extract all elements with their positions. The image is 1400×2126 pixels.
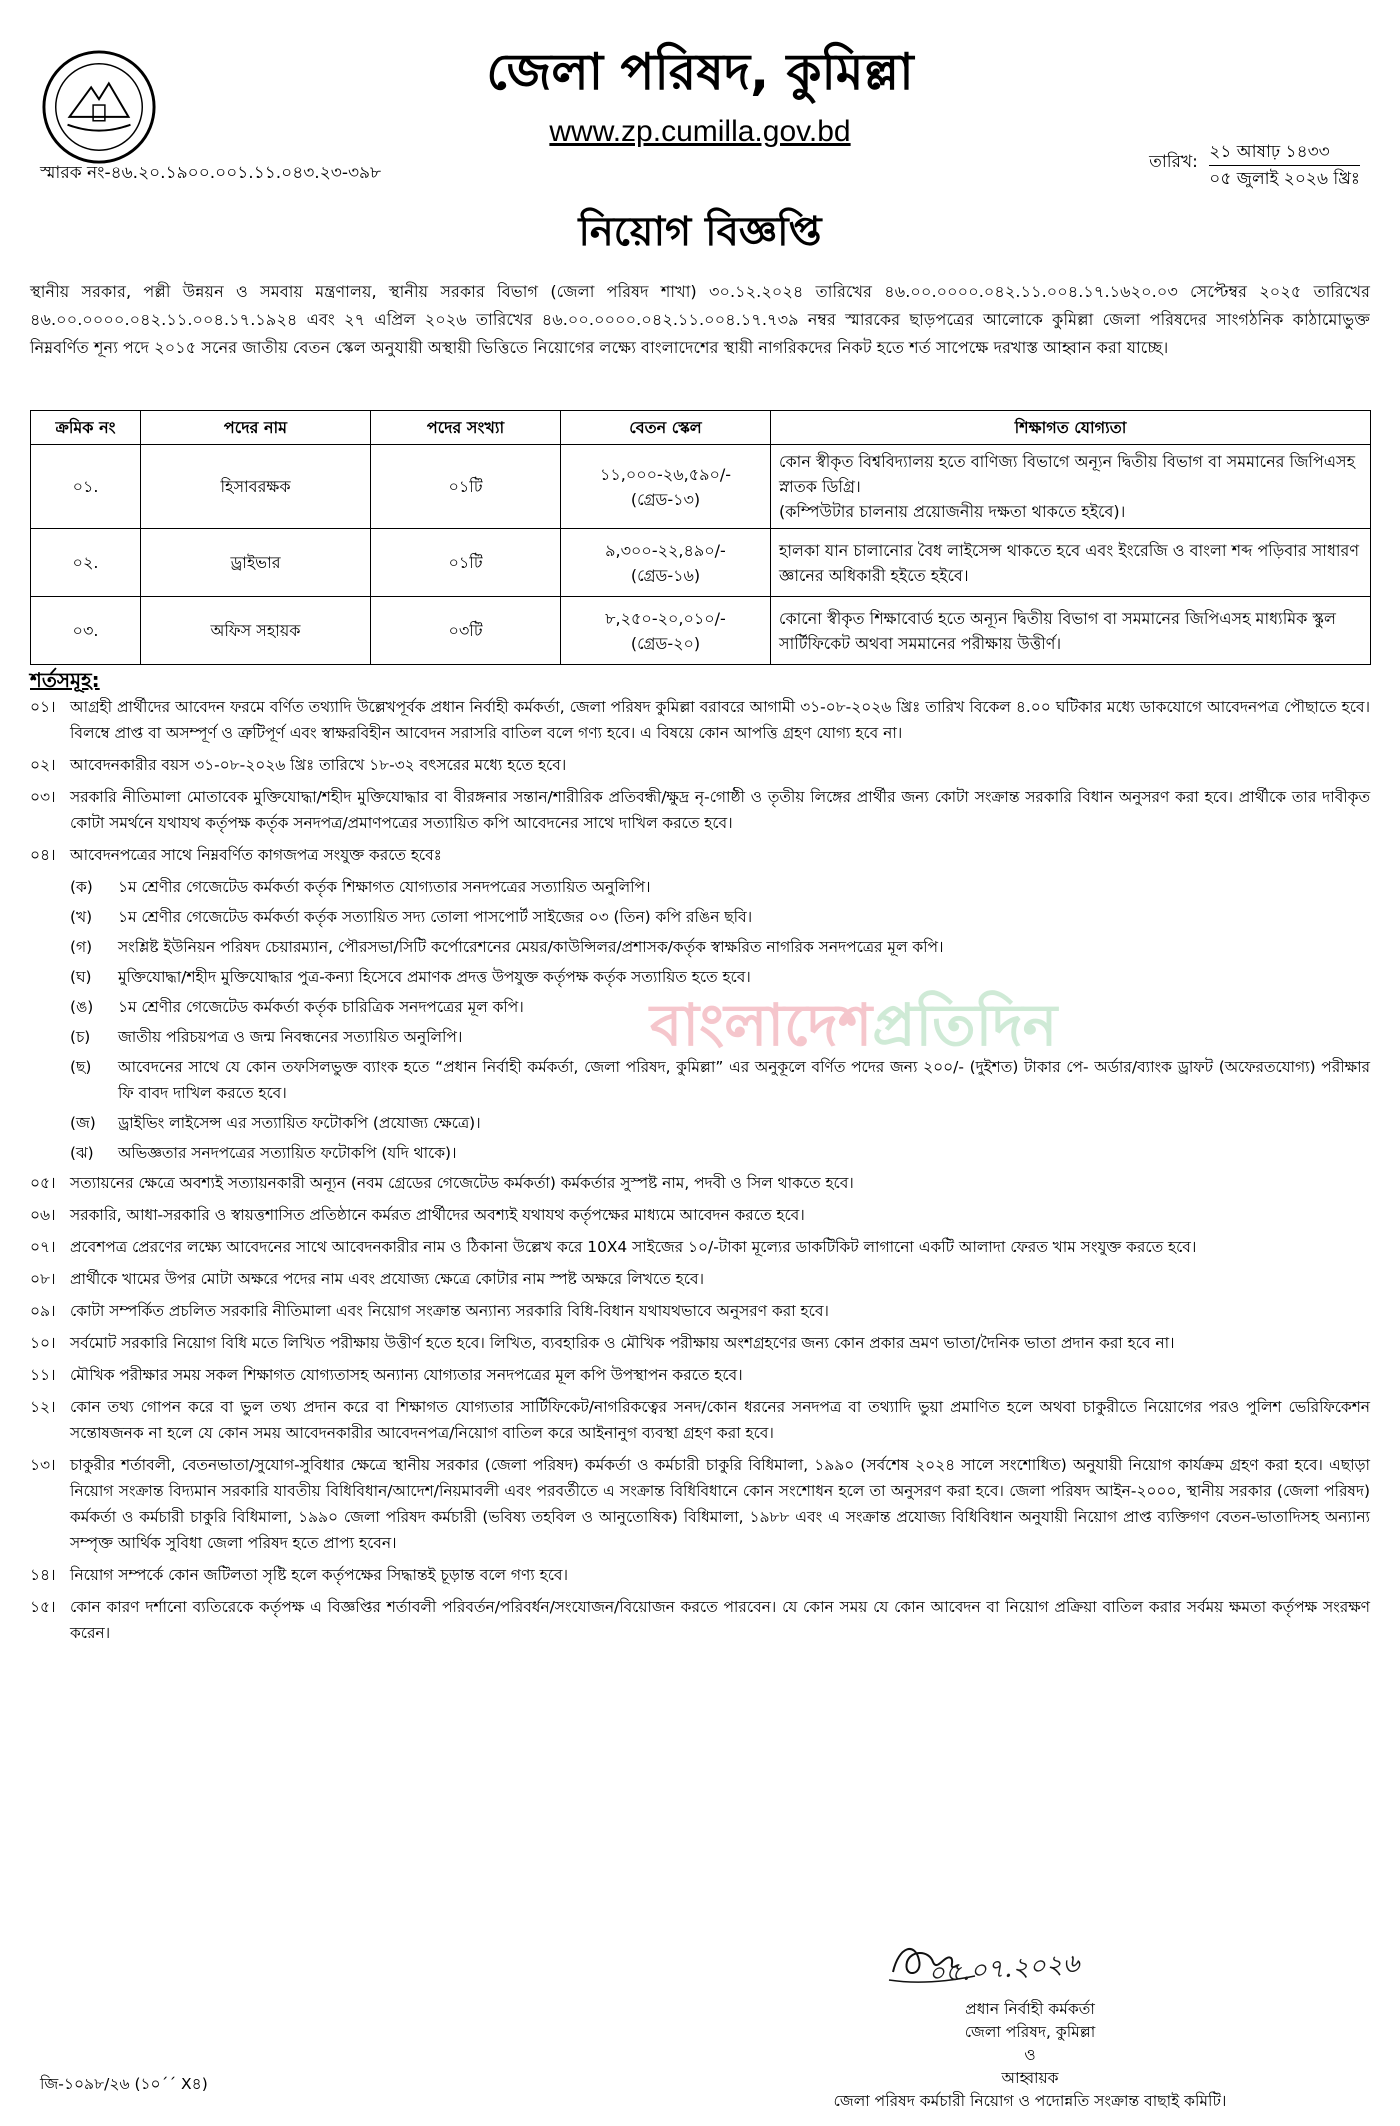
date-english: ০৫ জুলাই ২০২৬ খ্রিঃ	[1209, 169, 1360, 189]
header-post-name: পদের নাম	[141, 411, 371, 445]
condition-item	[30, 1234, 1370, 1260]
cell-serial: ০২.	[31, 529, 141, 597]
intro-paragraph: স্থানীয় সরকার, পল্লী উন্নয়ন ও সমবায় মন্ত্রণালয়, স্থানীয় সরকার বিভাগ (জেলা পরিষদ শাখা) ৩০.১২.২০২৪ তারিখের ৪৬.০০.০০০০.০৪২.১১.০০৪.১৭.১৬২০.০৩ সেপ্টেম্বর ২০২৫ তারিখের ৪৬.০০.০০০০.০৪২.১১.০০৪.১৭.১৯২৪ এবং ২৭ এপ্রিল ২০২৬ তারিখের ৪৬.০০.০০০০.০৪২.১১.০০৪.১৭.৭৩৯ নম্বর স্মারকের ছাড়পত্রের আলোকে কুমিল্লা জেলা পরিষদের সাংগঠনিক কাঠামোভুক্ত নিম্নবর্ণিত শূন্য পদে ২০১৫ সনের জাতীয় বেতন স্কেল অনুযায়ী অস্থায়ী ভিত্তিতে নিয়োগের লক্ষ্যে বাংলাদেশের স্থায়ী নাগরিকদের নিকট হতে শর্ত সাপেক্ষে দরখাস্ত আহ্বান করা যাচ্ছে।	[30, 282, 1370, 357]
header-post-count: পদের সংখ্যা	[371, 411, 561, 445]
condition-item	[30, 1330, 1370, 1356]
table-row	[31, 597, 1371, 665]
condition-number: ১২।	[30, 1398, 56, 1416]
watermark-part2: প্রতিদিন	[872, 991, 1058, 1059]
sub-marker: (ঙ)	[70, 998, 94, 1016]
condition-item	[30, 1362, 1370, 1388]
condition-number: ১১।	[30, 1366, 56, 1384]
document-requirement	[70, 874, 1370, 900]
cell-post-name: হিসাবরক্ষক	[141, 445, 371, 529]
sub-marker: (গ)	[70, 938, 93, 956]
condition-item	[30, 1202, 1370, 1228]
newspaper-watermark	[650, 990, 1057, 1060]
pay-grade: (গ্রেড-২০)	[630, 633, 701, 653]
date-bangla: ২১ আষাঢ় ১৪৩৩	[1209, 140, 1360, 166]
signatory-convener: আহ্বায়ক	[1001, 2069, 1059, 2087]
signatory-committee: জেলা পরিষদ কর্মচারী নিয়োগ ও পদোন্নতি সংক্রান্ত বাছাই কমিটি।	[833, 2092, 1227, 2110]
cell-post-name: অফিস সহায়ক	[141, 597, 371, 665]
cell-post-name: ড্রাইভার	[141, 529, 371, 597]
memo-number: স্মারক নং-৪৬.২০.১৯০০.০০১.১১.০৪৩.২৩-৩৯৮	[40, 163, 382, 183]
condition-number: ০১।	[30, 698, 56, 716]
condition-text: সরকারি নীতিমালা মোতাবেক মুক্তিযোদ্ধা/শহীদ মুক্তিযোদ্ধার বা বীরঙ্গনার সন্তান/শারীরিক প্রতিবন্ধী/ক্ষুদ্র নৃ-গোষ্ঠী ও তৃতীয় লিঙ্গের প্রার্থীর জন্য কোটা সংক্রান্ত সরকারি বিধান অনুসরণ করা হবে। প্রার্থীকে তার দাবীকৃত কোটা সমর্থনে যথাযথ কর্তৃপক্ষ কর্তৃক সনদপত্র/প্রমাণপত্রের সত্যায়িত কপি আবেদনের সাথে দাখিল করতে হবে।	[70, 788, 1370, 832]
cell-pay-scale	[561, 597, 771, 665]
document-requirement	[70, 1054, 1370, 1106]
sub-text: জাতীয় পরিচয়পত্র ও জন্ম নিবন্ধনের সত্যায়িত অনুলিপি।	[118, 1028, 463, 1046]
sub-text: ড্রাইভিং লাইসেন্স এর সত্যায়িত ফটোকপি (প্রযোজ্য ক্ষেত্রে)।	[118, 1114, 481, 1132]
signatory-and: ও	[1024, 2046, 1036, 2064]
condition-text: আবেদনকারীর বয়স ৩১-০৮-২০২৬ খ্রিঃ তারিখে ১৮-৩২ বৎসরের মধ্যে হতে হবে।	[70, 756, 567, 774]
sub-text: সংশ্লিষ্ট ইউনিয়ন পরিষদ চেয়ারম্যান, পৌরসভা/সিটি কর্পোরেশনের মেয়র/কাউন্সিলর/প্রশাসক/কর্তৃক স্বাক্ষরিত নাগরিক সনদপত্রের মূল কপি।	[118, 938, 944, 956]
sub-marker: (জ)	[70, 1114, 96, 1132]
condition-text: কোন কারণ দর্শানো ব্যতিরেকে কর্তৃপক্ষ এ বিজ্ঞপ্তির শর্তাবলী পরিবর্তন/পরিবর্ধন/সংযোজন/বিয়োজন করতে পারবেন। যে কোন সময় যে কোন আবেদন বা নিয়োগ প্রক্রিয়া বাতিল করার সর্বময় ক্ষমতা কর্তৃপক্ষ সংরক্ষণ করেন।	[70, 1598, 1370, 1642]
condition-number: ০৪।	[30, 846, 56, 864]
condition-item	[30, 1452, 1370, 1556]
pay-scale-value: ৯,৩০০-২২,৪৯০/-	[605, 540, 726, 560]
condition-text: নিয়োগ সম্পর্কে কোন জটিলতা সৃষ্টি হলে কর্তৃপক্ষের সিদ্ধান্তই চূড়ান্ত বলে গণ্য হবে।	[70, 1566, 568, 1584]
signature-block	[700, 1998, 1360, 2113]
cell-qualification: হালকা যান চালানোর বৈধ লাইসেন্স থাকতে হবে এবং ইংরেজি ও বাংলা শব্দ পড়িবার সাধারণ জ্ঞানের অধিকারী হইতে হইবে।	[771, 529, 1371, 597]
condition-text: সরকারি, আধা-সরকারি ও স্বায়ত্তশাসিত প্রতিষ্ঠানে কর্মরত প্রার্থীদের অবশ্যই যথাযথ কর্তৃপক্ষের মাধ্যমে আবেদন করতে হবে।	[70, 1206, 805, 1224]
condition-number: ০৬।	[30, 1206, 56, 1224]
sub-text: মুক্তিযোদ্ধা/শহীদ মুক্তিযোদ্ধার পুত্র-কন্যা হিসেবে প্রমাণক প্রদত্ত উপযুক্ত কর্তৃপক্ষ কর্তৃক সত্যায়িত হতে হবে।	[118, 968, 751, 986]
condition-number: ১৩।	[30, 1456, 56, 1474]
pay-scale-value: ৮,২৫০-২০,০১০/-	[605, 608, 726, 628]
notice-title: নিয়োগ বিজ্ঞপ্তি	[578, 209, 822, 255]
document-requirement	[70, 934, 1370, 960]
sub-marker: (ক)	[70, 878, 93, 896]
condition-number: ০৭।	[30, 1238, 56, 1256]
advert-code: জি-১০৯৮/২৬ (১০´´ X৪)	[40, 2075, 208, 2093]
condition-text: চাকুরীর শর্তাবলী, বেতনভাতা/সুযোগ-সুবিধার ক্ষেত্রে স্থানীয় সরকার (জেলা পরিষদ) কর্মকর্তা ও কর্মচারী চাকুরি বিধিমালা, ১৯৯০ (সর্বশেষ ২০২৪ সালে সংশোধিত) অনুযায়ী নিয়োগ কার্যক্রম গ্রহণ করা হবে। এছাড়া নিয়োগ সংক্রান্ত বিদ্যমান সরকারি যাবতীয় বিধিবিধান/আদেশ/নিয়মাবলী এবং পরবর্তীতে এ সংক্রান্ত বিধিবিধানে কোন সংশোধন হলে তা অনুসরণ করা হবে। জেলা পরিষদ আইন-২০০০, স্থানীয় সরকার (জেলা পরিষদ) কর্মকর্তা ও কর্মচারী চাকুরি বিধিমালা, ১৯৯০ জেলা পরিষদ কর্মচারী (ভবিষ্য তহবিল ও আনুতোষিক) বিধিমালা, ১৯৮৮ এবং এ সংক্রান্ত প্রযোজ্য বিধিবিধান অনুযায়ী নিয়োগ প্রাপ্ত ব্যক্তিগণ বেতন-ভাতাদিসহ অন্যান্য সম্পৃক্ত আর্থিক সুবিধা জেলা পরিষদ হতে প্রাপ্য হবেন।	[70, 1456, 1370, 1552]
document-requirement	[70, 964, 1370, 990]
document-requirement	[70, 904, 1370, 930]
watermark-part1: বাংলাদেশ	[650, 991, 873, 1059]
condition-text: প্রার্থীকে খামের উপর মোটা অক্ষরে পদের নাম এবং প্রযোজ্য ক্ষেত্রে কোটার নাম স্পষ্ট অক্ষরে লিখতে হবে।	[70, 1270, 704, 1288]
condition-item	[30, 1394, 1370, 1446]
condition-text: সর্বমোট সরকারি নিয়োগ বিধি মতে লিখিত পরীক্ষায় উত্তীর্ণ হতে হবে। লিখিত, ব্যবহারিক ও মৌখিক পরীক্ষায় অংশগ্রহণের জন্য কোন প্রকার ভ্রমণ ভাতা/দৈনিক ভাতা প্রদান করা হবে না।	[70, 1334, 1175, 1352]
pay-grade: (গ্রেড-১৩)	[630, 489, 701, 509]
date-label: তারিখ:	[1149, 152, 1198, 172]
cell-serial: ০৩.	[31, 597, 141, 665]
pay-grade: (গ্রেড-১৬)	[630, 565, 701, 585]
organization-title: জেলা পরিষদ, কুমিল্লা	[486, 43, 914, 101]
cell-qualification	[771, 445, 1371, 529]
condition-item	[30, 1266, 1370, 1292]
document-requirement	[70, 1140, 1370, 1166]
condition-number: ০৯।	[30, 1302, 56, 1320]
cell-serial: ০১.	[31, 445, 141, 529]
sub-marker: (ঝ)	[70, 1144, 94, 1162]
qualification-text: কোন স্বীকৃত বিশ্ববিদ্যালয় হতে বাণিজ্য বিভাগে অন্যূন দ্বিতীয় বিভাগ বা সমমানের জিপিএসহ স্নাতক ডিগ্রি।	[779, 452, 1356, 496]
cell-pay-scale	[561, 445, 771, 529]
table-row	[31, 529, 1371, 597]
condition-text: আগ্রহী প্রার্থীদের আবেদন ফরমে বর্ণিত তথ্যাদি উল্লেখপূর্বক প্রধান নির্বাহী কর্মকর্তা, জেলা পরিষদ কুমিল্লা বরাবরে আগামী ৩১-০৮-২০২৬ খ্রিঃ তারিখ বিকেল ৪.০০ ঘটিকার মধ্যে ডাকযোগে আবেদনপত্র পৌছাতে হবে। বিলম্বে প্রাপ্ত বা অসম্পূর্ণ ও ত্রুটিপূর্ণ এবং স্বাক্ষরবিহীন আবেদন সরাসরি বাতিল বলে গণ্য হবে। এ বিষয়ে কোন আপত্তি গ্রহণ যোগ্য হবে না।	[70, 698, 1370, 742]
sub-text: ১ম শ্রেণীর গেজেটেড কর্মকর্তা কর্তৃক শিক্ষাগত যোগ্যতার সনদপত্রের সত্যায়িত অনুলিপি।	[118, 878, 651, 896]
sub-text: ১ম শ্রেণীর গেজেটেড কর্মকর্তা কর্তৃক সত্যায়িত সদ্য তোলা পাসপোর্ট সাইজের ০৩ (তিন) কপি রঙিন ছবি।	[118, 908, 753, 926]
condition-text: মৌখিক পরীক্ষার সময় সকল শিক্ষাগত যোগ্যতাসহ অন্যান্য যোগ্যতার সনদপত্রের মূল কপি উপস্থাপন করতে হবে।	[70, 1366, 743, 1384]
condition-number: ১৪।	[30, 1566, 56, 1584]
cell-post-count: ০১টি	[371, 445, 561, 529]
pay-scale-value: ১১,০০০-২৬,৫৯০/-	[599, 464, 732, 484]
condition-item	[30, 752, 1370, 778]
sub-marker: (খ)	[70, 908, 93, 926]
cell-post-count: ০১টি	[371, 529, 561, 597]
condition-item	[30, 1298, 1370, 1324]
condition-item	[30, 1594, 1370, 1646]
condition-text: সত্যায়নের ক্ষেত্রে অবশ্যই সত্যায়নকারী অন্যূন (নবম গ্রেডের গেজেটেড কর্মকর্তা) কর্মকর্তার সুস্পষ্ট নাম, পদবী ও সিল থাকতে হবে।	[70, 1174, 854, 1192]
conditions-list	[30, 694, 1370, 1652]
condition-text: কোটা সম্পর্কিত প্রচলিত সরকারি নীতিমালা এবং নিয়োগ সংক্রান্ত অন্যান্য সরকারি বিধি-বিধান যথাযথভাবে অনুসরণ করা হবে।	[70, 1302, 829, 1320]
condition-item	[30, 694, 1370, 746]
header-qualification: শিক্ষাগত যোগ্যতা	[771, 411, 1371, 445]
condition-number: ০৮।	[30, 1270, 56, 1288]
condition-number: ১০।	[30, 1334, 56, 1352]
cell-qualification: কোনো স্বীকৃত শিক্ষাবোর্ড হতে অন্যূন দ্বিতীয় বিভাগ বা সমমানের জিপিএসহ মাধ্যমিক স্কুল সার্টিফিকেট অথবা সমমানের পরীক্ষায় উত্তীর্ণ।	[771, 597, 1371, 665]
condition-number: ০৩।	[30, 788, 56, 806]
condition-text: আবেদনপত্রের সাথে নিম্নবর্ণিত কাগজপত্র সংযুক্ত করতে হবেঃ	[70, 846, 442, 864]
condition-text: কোন তথ্য গোপন করে বা ভুল তথ্য প্রদান করে বা শিক্ষাগত যোগ্যতার সার্টিফিকেট/নাগরিকত্বের সনদ/কোন ধরনের সনদপত্র বা তথ্যাদি ভুয়া প্রমাণিত হলে অথবা চাকুরীতে নিয়োগের পরও পুলিশ ভেরিফিকেশন সন্তোষজনক না হলে যে কোন সময় আবেদনকারীর আবেদনপত্র/নিয়োগ বাতিল করে আইনানুগ ব্যবস্থা গ্রহণ করা হবে।	[70, 1398, 1370, 1442]
document-requirement	[70, 1110, 1370, 1136]
sub-marker: (ঘ)	[70, 968, 92, 986]
condition-text: প্রবেশপত্র প্রেরণের লক্ষ্যে আবেদনের সাথে আবেদনকারীর নাম ও ঠিকানা উল্লেখ করে 10X4 সাইজের ১০/-টাকা মূল্যের ডাকটিকিট লাগানো একটি আলাদা ফেরত খাম সংযুক্ত করতে হবে।	[70, 1238, 1197, 1256]
condition-number: ০৫।	[30, 1174, 56, 1192]
condition-item	[30, 784, 1370, 836]
signature-date: ০৫.০৭.২০২৬	[927, 1948, 1081, 1990]
header-serial: ক্রমিক নং	[31, 411, 141, 445]
website-link[interactable]: www.zp.cumilla.gov.bd	[549, 115, 851, 148]
table-header-row	[31, 411, 1371, 445]
header-pay-scale: বেতন স্কেল	[561, 411, 771, 445]
sub-text: আবেদনের সাথে যে কোন তফসিলভুক্ত ব্যাংক হতে “প্রধান নির্বাহী কর্মকর্তা, জেলা পরিষদ, কুমিল্লা” এর অনুকূলে বর্ণিত পদের জন্য ২০০/- (দুইশত) টাকার পে- অর্ডার/ব্যাংক ড্রাফট (অফেরতযোগ্য) পরীক্ষার ফি বাবদ দাখিল করতে হবে।	[118, 1058, 1370, 1102]
date-block	[1149, 140, 1360, 191]
condition-item	[30, 1170, 1370, 1196]
condition-number: ১৫।	[30, 1598, 56, 1616]
sub-marker: (চ)	[70, 1028, 91, 1046]
qualification-note: (কম্পিউটার চালনায় প্রয়োজনীয় দক্ষতা থাকতে হইবে)।	[779, 502, 1126, 521]
sub-text: অভিজ্ঞতার সনদপত্রের সত্যায়িত ফটোকপি (যদি থাকে)।	[118, 1144, 457, 1162]
cell-pay-scale	[561, 529, 771, 597]
sub-marker: (ছ)	[70, 1058, 92, 1076]
cell-post-count: ০৩টি	[371, 597, 561, 665]
condition-number: ০২।	[30, 756, 56, 774]
table-row	[31, 445, 1371, 529]
posts-table	[30, 410, 1371, 665]
condition-item	[30, 1562, 1370, 1588]
conditions-heading: শর্তসমূহ:	[30, 668, 100, 692]
sub-text: ১ম শ্রেণীর গেজেটেড কর্মকর্তা কর্তৃক চারিত্রিক সনদপত্রের মূল কপি।	[118, 998, 524, 1016]
signatory-designation: প্রধান নির্বাহী কর্মকর্তা	[965, 2000, 1095, 2018]
condition-item	[30, 842, 1370, 868]
signatory-office: জেলা পরিষদ, কুমিল্লা	[964, 2023, 1096, 2041]
